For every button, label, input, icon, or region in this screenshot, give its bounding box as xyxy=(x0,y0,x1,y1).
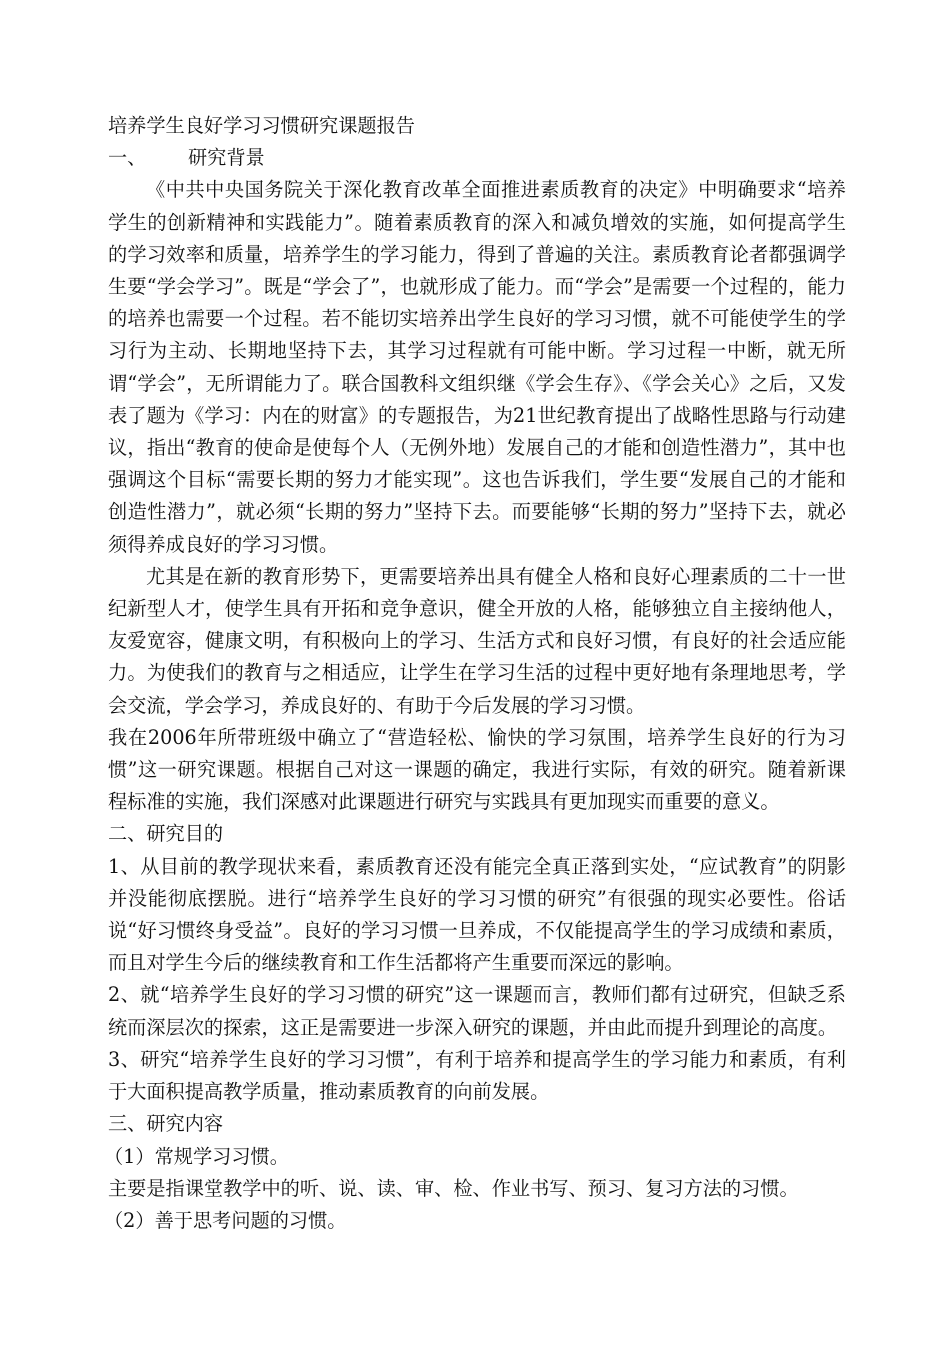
content-item-2-title: （2）善于思考问题的习惯。 xyxy=(104,1208,347,1232)
section-1-title: 研究背景 xyxy=(188,146,265,170)
content-item-1-text: 主要是指课堂教学中的听、说、读、审、检、作业书写、预习、复习方法的习惯。 xyxy=(108,1176,799,1200)
content-item-1-title: （1）常规学习习惯。 xyxy=(104,1144,289,1168)
purpose-item-1: 1、从目前的教学现状来看，素质教育还没有能完全真正落到实处，“应试教育”的阴影并没能彻底摆脱。进行“培养学生良好的学习习惯的研究”有很强的现实必要性。俗话说“好习惯终身受益”。良好的学习习惯一旦养成，不仅能提高学生的学习成绩和素质，而且对学生今后的继续教育和工作生活都将产生重要而深远的影响。 xyxy=(108,854,846,975)
section-1-heading xyxy=(108,142,846,174)
document-body xyxy=(104,110,846,1237)
purpose-item-3: 3、研究“培养学生良好的学习习惯”，有利于培养和提高学生的学习能力和素质，有利于大面积提高教学质量，推动素质教育的向前发展。 xyxy=(108,1047,846,1104)
background-paragraph-1: 《中共中央国务院关于深化教育改革全面推进素质教育的决定》中明确要求“培养学生的创新精神和实践能力”。随着素质教育的深入和减负增效的实施，如何提高学生的学习效率和质量，培养学生的学习能力，得到了普遍的关注。素质教育论者都强调学生要“学会学习”。既是“学会了”，也就形成了能力。而“学会”是需要一个过程的，能力的培养也需要一个过程。若不能切实培养出学生良好的学习习惯，就不可能使学生的学习行为主动、长期地坚持下去，其学习过程就有可能中断。学习过程一中断，就无所谓“学会”，无所谓能力了。联合国教科文组织继《学会生存》、《学会关心》之后，又发表了题为《学习：内在的财富》的专题报告，为21世纪教育提出了战略性思路与行动建议，指出“教育的使命是使每个人（无例外地）发展自己的才能和创造性潜力”，其中也强调这个目标“需要长期的努力才能实现”。这也告诉我们，学生要“发展自己的才能和创造性潜力”，就必须“长期的努力”坚持下去。而要能够“长期的努力”坚持下去，就必须得养成良好的学习习惯。 xyxy=(108,178,846,556)
background-paragraph-2: 尤其是在新的教育形势下，更需要培养出具有健全人格和良好心理素质的二十一世纪新型人才，使学生具有开拓和竞争意识，健全开放的人格，能够独立自主接纳他人，友爱宽容，健康文明，有积极向上的学习、生活方式和良好习惯，有良好的社会适应能力。为使我们的教育与之相适应，让学生在学习生活的过程中更好地有条理地思考，学会交流，学会学习，养成良好的、有助于今后发展的学习习惯。 xyxy=(108,564,846,717)
purpose-item-2: 2、就“培养学生良好的学习习惯的研究”这一课题而言，教师们都有过研究，但缺乏系统而深层次的探索，这正是需要进一步深入研究的课题，并由此而提升到理论的高度。 xyxy=(108,983,846,1039)
document-title: 培养学生良好学习习惯研究课题报告 xyxy=(108,114,415,137)
section-3-heading: 三、研究内容 xyxy=(108,1112,224,1136)
section-2-heading: 二、研究目的 xyxy=(108,822,224,846)
section-1-number: 一、 xyxy=(108,146,147,170)
background-paragraph-3: 我在2006年所带班级中确立了“营造轻松、愉快的学习氛围，培养学生良好的行为习惯”这一研究课题。根据自己对这一课题的确定，我进行实际，有效的研究。随着新课程标准的实施，我们深感对此课题进行研究与实践具有更加现实而重要的意义。 xyxy=(108,725,846,814)
